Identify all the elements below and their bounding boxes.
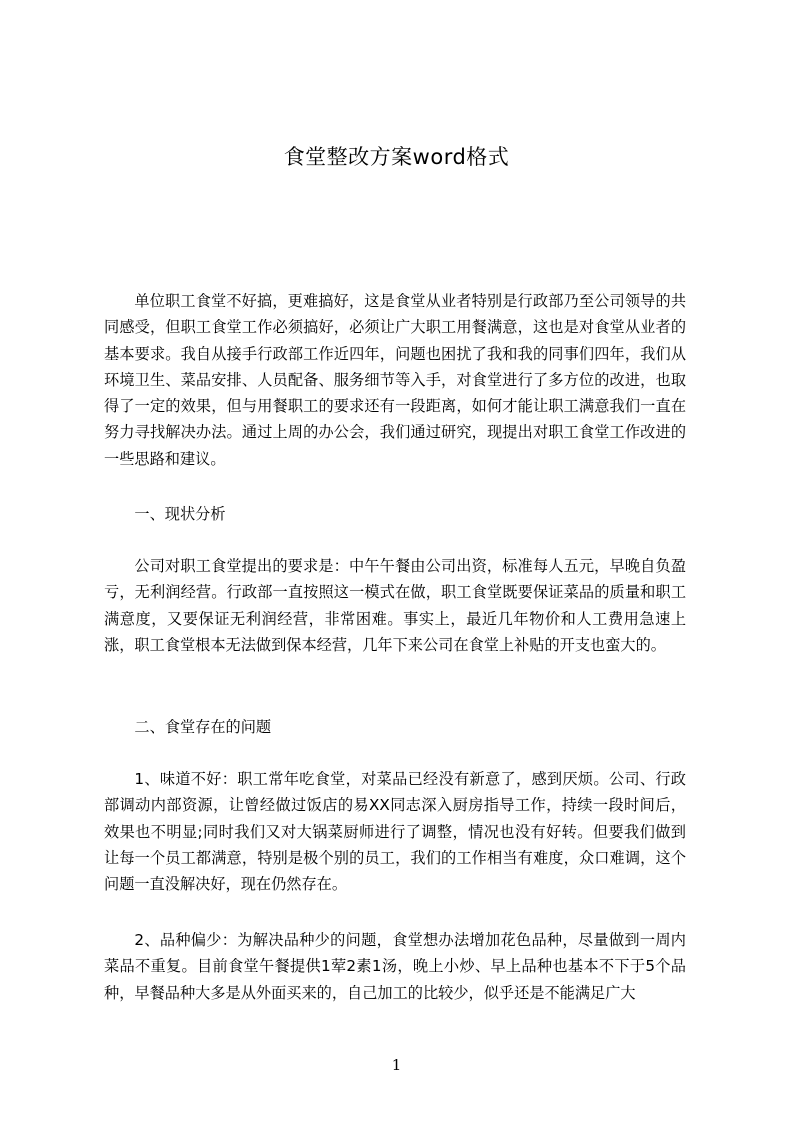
- issue-taste-paragraph: 1、味道不好：职工常年吃食堂，对菜品已经没有新意了，感到厌烦。公司、行政部调动内部资源，让曾经做过饭店的易XX同志深入厨房指导工作，持续一段时间后，效果也不明显;同时我们又对大锅菜厨师进行了调整，情况也没有好转。但要我们做到让每一个员工都满意，特别是极个别的员工，我们的工作相当有难度，众口难调，这个问题一直没解决好，现在仍然存在。: [104, 770, 686, 894]
- intro-paragraph: 单位职工食堂不好搞，更难搞好，这是食堂从业者特别是行政部乃至公司领导的共同感受，但职工食堂工作必须搞好，必须让广大职工用餐满意，这也是对食堂从业者的基本要求。我自从接手行政部工作近四年，问题也困扰了我和我的同事们四年，我们从环境卫生、菜品安排、人员配备、服务细节等入手，对食堂进行了多方位的改进，也取得了一定的效果，但与用餐职工的要求还有一段距离，如何才能让职工满意我们一直在努力寻找解决办法。通过上周的办公会，我们通过研究，现提出对职工食堂工作改进的一些思路和建议。: [104, 292, 686, 468]
- document-title: 食堂整改方案word格式: [283, 145, 510, 169]
- section-heading-status: 一、现状分析: [134, 505, 226, 523]
- issue-variety-paragraph: 2、品种偏少：为解决品种少的问题，食堂想办法增加花色品种，尽量做到一周内菜品不重复。目前食堂午餐提供1荤2素1汤，晚上小炒、早上品种也基本不下于5个品种，早餐品种大多是从外面买来的，自己加工的比较少，似乎还是不能满足广大: [104, 931, 686, 1002]
- page-number: 1: [391, 1056, 402, 1074]
- section-heading-issues: 二、食堂存在的问题: [134, 718, 272, 736]
- status-paragraph: 公司对职工食堂提出的要求是：中午午餐由公司出资，标准每人五元，早晚自负盈亏，无利润经营。行政部一直按照这一模式在做，职工食堂既要保证菜品的质量和职工满意度，又要保证无利润经营，非常困难。事实上，最近几年物价和人工费用急速上涨，职工食堂根本无法做到保本经营，几年下来公司在食堂上补贴的开支也蛮大的。: [104, 557, 686, 654]
